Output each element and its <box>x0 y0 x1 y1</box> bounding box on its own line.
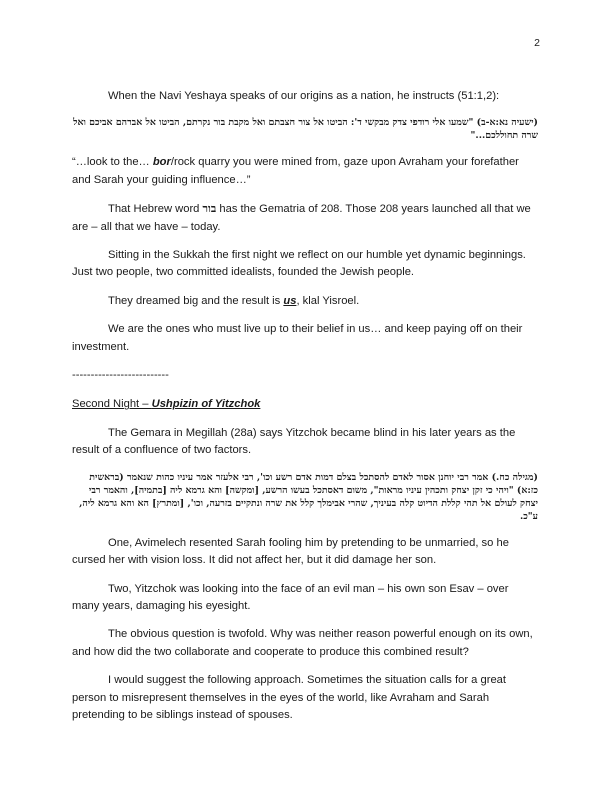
paragraph-esav: Two, Yitzchok was looking into the face of an evil man – his own son Esav – over many years, damaging his eyesight. <box>72 582 509 612</box>
emphasis-us: us <box>283 294 297 307</box>
paragraph-approach: I would suggest the following approach. Sometimes the situation calls for a great person to misrepresent themselves in the eyes of the world, like Avraham and Sarah pretending to be siblings instead of spouses. <box>72 674 506 721</box>
hebrew-quote-megillah: (מגילה כח.) אמר רבי יוחנן אסור לאדם להסתכל בצלם דמות אדם רשע וכו', רבי אלעזר אמר עיניו כהות שנאמר (בראשית כז:א) "ויהי כי זקן יצחק ותכהין עיניו מראות", משום דאסתכל בעשו הרשע, [ומקשה] והא גרמא ליה [בתמיה], והאמר רבי יצחק לעולם אל תהי קללת הדיוט קלה בעיניך, שהרי אבימלך קלל את שרה ונתקיים בזרעה, וכו', [ומתרץ] הא והא גרמא ליה, ע"כ. <box>79 471 538 522</box>
gematria-end: has the Gematria of 208. Those 208 years launched all that we are – all that we have – today. <box>72 203 531 233</box>
page-body <box>72 88 538 735</box>
heading-title: Ushpizin of Yitzchok <box>151 398 261 411</box>
heading-prefix: Second Night – <box>72 398 152 411</box>
paragraph-dreamed <box>72 293 538 310</box>
hebrew-word-bor: בור <box>202 201 217 216</box>
dreamed-start: They dreamed big and the result is <box>108 294 284 307</box>
page-number: 2 <box>534 37 540 49</box>
paragraph-sukkah: Sitting in the Sukkah the first night we reflect on our humble yet dynamic beginnings. Just two people, two committed idealists, founded the Jewish people. <box>72 249 526 279</box>
section-separator: -------------------------- <box>72 369 169 382</box>
hebrew-quote-yeshaya: (ישעיה נא:א-ב) "שמעו אלי רודפי צדק מבקשי ד': הביטו אל צור חצבתם ואל מקבת בור נקרתם, הביטו אל אברהם אביכם ואל שרה תחוללכם..." <box>73 117 538 142</box>
section-heading <box>72 396 538 413</box>
dreamed-end: , klal Yisroel. <box>296 294 360 307</box>
translation-start: “…look to the… <box>72 156 153 169</box>
paragraph-gematria <box>72 200 538 236</box>
paragraph-investment: We are the ones who must live up to their belief in us… and keep paying off on their investment. <box>72 323 523 353</box>
paragraph-intro: When the Navi Yeshaya speaks of our origins as a nation, he instructs (51:1,2): <box>108 90 500 102</box>
paragraph-question: The obvious question is twofold. Why was neither reason powerful enough on its own, and how did the two collaborate and cooperate to produce this combined result? <box>72 628 533 658</box>
gematria-start: That Hebrew word <box>108 203 203 216</box>
paragraph-avimelech: One, Avimelech resented Sarah fooling him by pretending to be unmarried, so he cursed her with vision loss. It did not affect her, but it did damage her son. <box>72 536 509 567</box>
paragraph-gemara: The Gemara in Megillah (28a) says Yitzchok became blind in his later years as the result of a confluence of two factors. <box>72 426 516 457</box>
paragraph-translation <box>72 154 538 189</box>
translation-emphasis-bor: bor <box>152 156 171 169</box>
translation-end: /rock quarry you were mined from, gaze upon Avraham your forefather and Sarah your guiding influence…” <box>72 156 519 186</box>
